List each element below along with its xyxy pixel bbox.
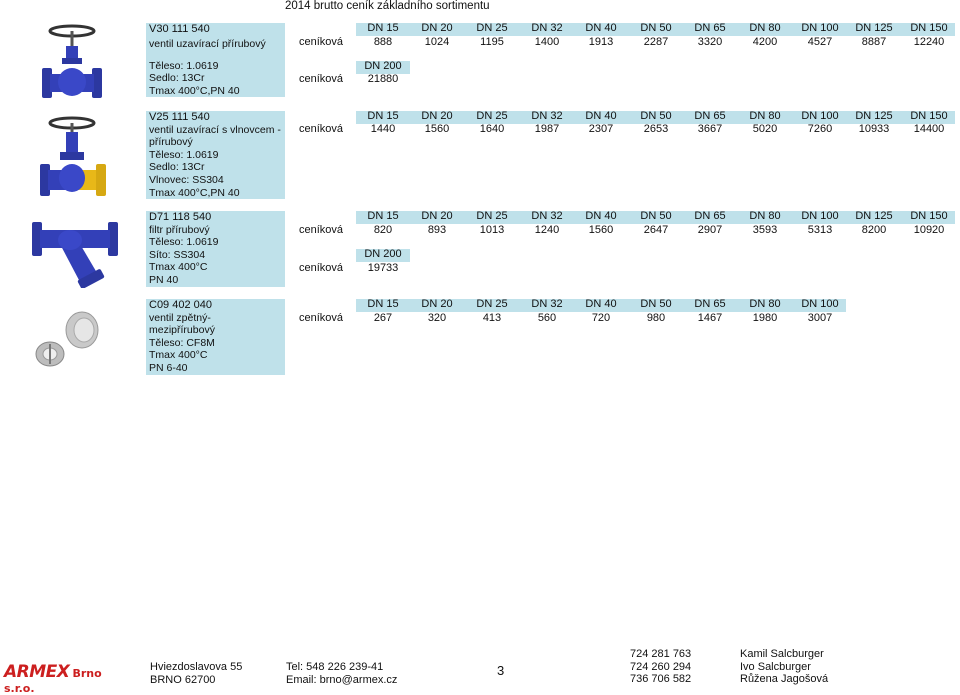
contact-tel: Tel: 548 226 239-41 <box>286 661 384 673</box>
product-spec: Těleso: 1.0619 <box>149 236 219 249</box>
dn-header: DN 50 <box>640 110 672 122</box>
price-cell: 1195 <box>480 36 504 48</box>
dn-header: DN 32 <box>531 22 563 34</box>
product-spec: Tmax 400°C <box>149 261 208 274</box>
price-cell: 1024 <box>424 36 450 48</box>
valve-v30-image <box>36 24 108 104</box>
price-cell: 267 <box>373 312 393 324</box>
address-street: Hviezdoslavova 55 <box>150 661 243 673</box>
price-cell: 320 <box>427 312 447 324</box>
product-code: D71 118 540 <box>149 211 212 223</box>
dn-header-cells <box>285 110 955 123</box>
dn-header-cells <box>285 22 955 35</box>
footer-address <box>150 661 242 686</box>
phone-number: 724 281 763 <box>630 648 692 660</box>
product-spec: Těleso: 1.0619 <box>149 148 219 161</box>
product-spec: Sedlo: 13Cr <box>149 72 205 85</box>
price-cell: 2653 <box>643 123 669 135</box>
price-cell: 3593 <box>752 224 778 236</box>
dn-header: DN 200 <box>364 248 402 260</box>
price-cell: 8200 <box>861 224 887 236</box>
product-name: ventil zpětný- <box>149 311 211 324</box>
dn-header: DN 20 <box>421 110 453 122</box>
price-cell: 5313 <box>807 224 833 236</box>
price-row <box>285 312 955 325</box>
dn-header: DN 40 <box>585 210 617 222</box>
price-cell: 893 <box>427 224 447 236</box>
price-cell: 4527 <box>807 36 833 48</box>
price-cell: 1980 <box>752 312 778 324</box>
dn-header: DN 20 <box>421 298 453 310</box>
price-cell: 1467 <box>697 312 723 324</box>
strainer-d71-image <box>30 216 120 288</box>
dn-header: DN 100 <box>801 210 839 222</box>
product-code: V30 111 540 <box>149 23 210 35</box>
price-label: ceníková <box>299 73 344 85</box>
price-cell: 2907 <box>697 224 723 236</box>
footer-names <box>740 648 828 686</box>
dn-header: DN 80 <box>749 298 781 310</box>
dn-header: DN 20 <box>421 22 453 34</box>
price-cell: 2307 <box>588 123 614 135</box>
product-c09-label <box>146 299 285 375</box>
dn-header-cells <box>285 210 955 223</box>
product-code: V25 111 540 <box>149 111 210 123</box>
dn-header: DN 15 <box>367 110 399 122</box>
dn-header: DN 32 <box>531 298 563 310</box>
price-cell: 19733 <box>367 262 399 274</box>
dn-header: DN 25 <box>476 210 508 222</box>
price-row <box>285 224 955 237</box>
footer-contact <box>286 661 397 686</box>
price-cell: 2647 <box>643 224 669 236</box>
dn-header: DN 80 <box>749 210 781 222</box>
price-cell: 1560 <box>424 123 450 135</box>
dn-header: DN 150 <box>910 210 948 222</box>
price-cell: 7260 <box>807 123 833 135</box>
product-v30-label <box>146 23 285 97</box>
price-cell: 1240 <box>534 224 560 236</box>
dn-header: DN 25 <box>476 110 508 122</box>
price-row <box>285 36 955 49</box>
product-v25-label <box>146 111 285 199</box>
price-label: ceníková <box>299 312 344 324</box>
price-cell: 3007 <box>807 312 833 324</box>
product-spec: Síto: SS304 <box>149 248 206 261</box>
dn-header: DN 150 <box>910 110 948 122</box>
dn-header: DN 15 <box>367 210 399 222</box>
address-city: BRNO 62700 <box>150 673 216 686</box>
dn-header: DN 15 <box>367 22 399 34</box>
price-cell: 1640 <box>479 123 505 135</box>
product-spec: PN 40 <box>149 273 179 286</box>
dn-header: DN 50 <box>640 210 672 222</box>
dn-header: DN 25 <box>476 298 508 310</box>
dn-header: DN 65 <box>694 210 726 222</box>
dn-header: DN 32 <box>531 210 563 222</box>
product-spec: Tmax 400°C,PN 40 <box>149 84 240 97</box>
page-title: 2014 brutto ceník základního sortimentu <box>285 0 490 12</box>
product-name: mezipřírubový <box>149 324 215 337</box>
dn-header: DN 32 <box>531 110 563 122</box>
product-name: ventil uzavírací přírubový <box>149 37 266 50</box>
dn-header: DN 100 <box>801 22 839 34</box>
price-cell: 3667 <box>697 123 723 135</box>
product-spec: Tmax 400°C <box>149 349 208 362</box>
product-name: ventil uzavírací s vlnovcem - <box>149 123 281 136</box>
price-cell: 980 <box>646 312 666 324</box>
product-name: filtr přírubový <box>149 223 210 236</box>
dn-header: DN 200 <box>364 60 402 72</box>
dn-header: DN 65 <box>694 22 726 34</box>
dn-header: DN 40 <box>585 22 617 34</box>
dn-header: DN 125 <box>855 210 893 222</box>
dn-header: DN 50 <box>640 298 672 310</box>
dn200-price-row <box>285 262 485 275</box>
dn200-header-row <box>285 60 485 73</box>
phone-number: 724 260 294 <box>630 660 692 673</box>
contact-name: Kamil Salcburger <box>740 648 824 660</box>
price-cell: 1400 <box>534 36 560 48</box>
price-label: ceníková <box>299 36 344 48</box>
price-cell: 3320 <box>697 36 723 48</box>
logo-suffix: Brno s.r.o. <box>4 667 102 695</box>
price-cell: 5020 <box>752 123 778 135</box>
price-cell: 21880 <box>367 73 399 85</box>
price-cell: 8887 <box>861 36 887 48</box>
price-row <box>285 123 955 136</box>
price-cell: 1440 <box>370 123 396 135</box>
price-cell: 820 <box>373 224 393 236</box>
price-label: ceníková <box>299 224 344 236</box>
product-spec: Sedlo: 13Cr <box>149 161 205 174</box>
price-cell: 14400 <box>913 123 945 135</box>
price-cell: 1013 <box>479 224 505 236</box>
price-cell: 720 <box>591 312 611 324</box>
dn-header: DN 40 <box>585 110 617 122</box>
product-code: C09 402 040 <box>149 299 212 311</box>
price-cell: 10920 <box>913 224 945 236</box>
contact-name: Ivo Salcburger <box>740 660 811 673</box>
footer-phones <box>630 648 691 686</box>
dn-header: DN 80 <box>749 22 781 34</box>
price-cell: 888 <box>373 36 393 48</box>
contact-email[interactable]: Email: brno@armex.cz <box>286 673 398 686</box>
spacer <box>146 53 285 60</box>
dn-header: DN 125 <box>855 22 893 34</box>
dn-header-cells <box>285 298 955 311</box>
page-number: 3 <box>497 663 505 678</box>
price-cell: 12240 <box>913 36 945 48</box>
dn-header: DN 65 <box>694 298 726 310</box>
dn-header: DN 150 <box>910 22 948 34</box>
price-label: ceníková <box>299 262 344 274</box>
dn-header: DN 15 <box>367 298 399 310</box>
product-spec: Těleso: 1.0619 <box>149 59 219 72</box>
price-cell: 4200 <box>752 36 778 48</box>
dn200-price-row <box>285 73 485 86</box>
dn-header: DN 25 <box>476 22 508 34</box>
dn-header: DN 80 <box>749 110 781 122</box>
price-cell: 1987 <box>534 123 560 135</box>
product-d71-label <box>146 211 285 287</box>
dn200-header-row <box>285 248 485 261</box>
dn-header: DN 65 <box>694 110 726 122</box>
dn-header: DN 125 <box>855 110 893 122</box>
product-spec: PN 6-40 <box>149 361 188 374</box>
dn-header: DN 50 <box>640 22 672 34</box>
dn-header: DN 100 <box>801 110 839 122</box>
valve-v25-image <box>34 116 114 202</box>
phone-number: 736 706 582 <box>630 673 692 685</box>
check-valve-c09-image <box>34 308 104 374</box>
product-name: přírubový <box>149 136 193 149</box>
logo-wordmark: ARMEX <box>4 662 70 682</box>
price-cell: 2287 <box>643 36 669 48</box>
price-label: ceníková <box>299 123 344 135</box>
price-cell: 413 <box>482 312 502 324</box>
dn-header: DN 100 <box>801 298 839 310</box>
contact-name: Růžena Jagošová <box>740 673 829 685</box>
product-spec: Tmax 400°C,PN 40 <box>149 186 240 199</box>
price-cell: 560 <box>537 312 557 324</box>
company-logo <box>4 662 132 695</box>
price-cell: 1913 <box>588 36 614 48</box>
product-spec: Vlnovec: SS304 <box>149 173 224 186</box>
dn-header: DN 20 <box>421 210 453 222</box>
product-spec: Těleso: CF8M <box>149 336 215 349</box>
price-cell: 1560 <box>588 224 614 236</box>
price-cell: 10933 <box>858 123 890 135</box>
dn-header: DN 40 <box>585 298 617 310</box>
